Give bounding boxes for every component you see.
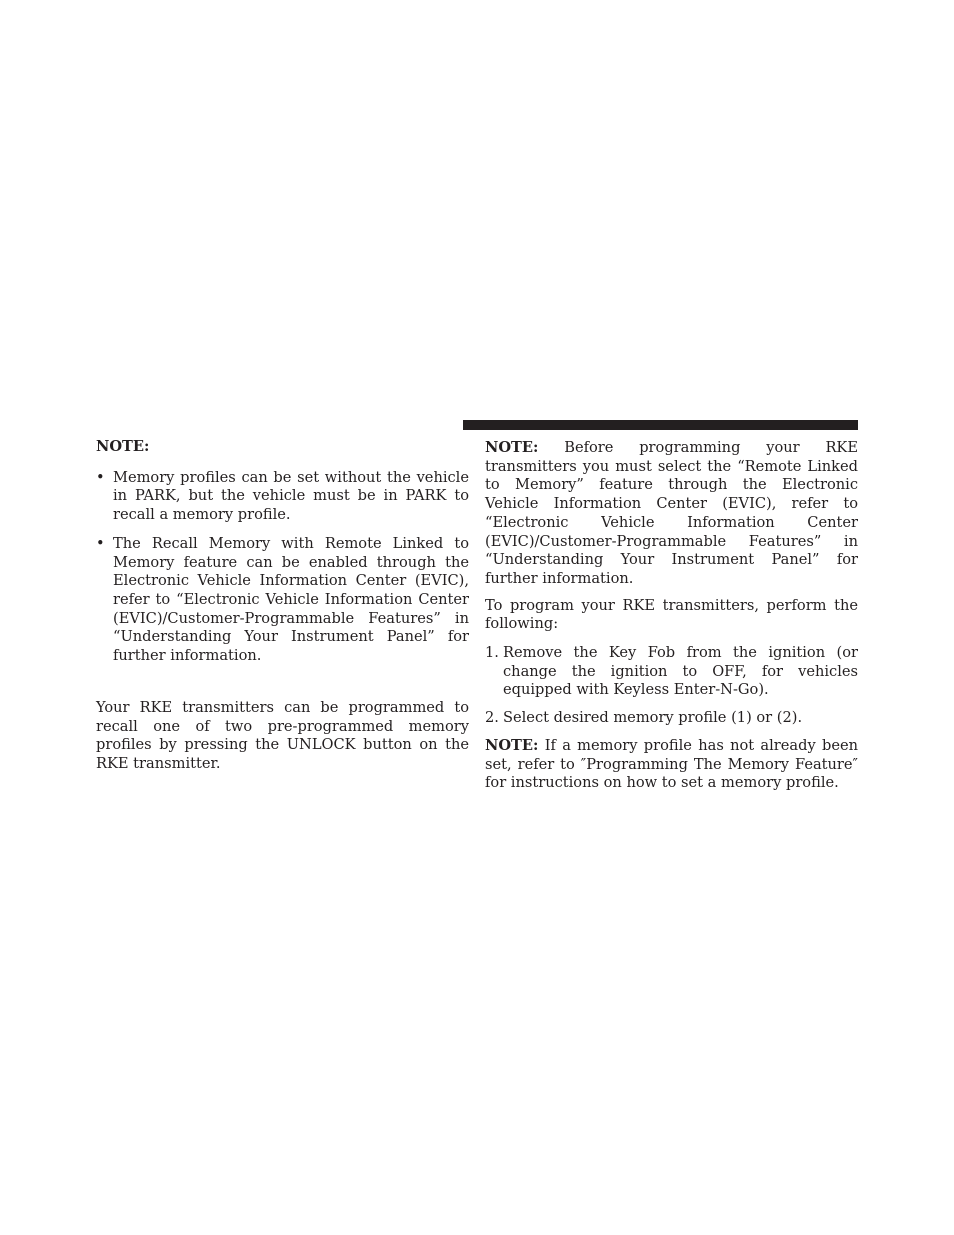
- step-text: Remove the Key Fob from the ignition (or change the ignition to OFF, for vehicles equipped with Keyless Enter-N-Go).: [503, 644, 858, 699]
- step-number: 1.: [485, 644, 499, 662]
- steps-list: [485, 644, 858, 728]
- bullet-text: Memory profiles can be set without the vehicle in PARK, but the vehicle must be in PARK to recall a memory profile.: [113, 468, 469, 524]
- note-bullet-list: [96, 469, 469, 666]
- left-paragraph-block: [96, 699, 469, 774]
- note-paragraph: [485, 737, 858, 793]
- note-heading: NOTE:: [96, 438, 150, 455]
- note-text: Before programming your RKE transmitters you must select the “Remote Linked to Memory” feature through the Electronic Vehicle Information Center (EVIC), refer to “Electronic Vehicle Information Center (EVIC)/Customer-Programmable Features” in “Understanding Your Instrument Panel” for further information.: [485, 439, 858, 587]
- list-item: [96, 535, 469, 666]
- bullet-icon: •: [96, 468, 105, 486]
- note-paragraph: [485, 439, 858, 589]
- note-label: NOTE:: [485, 439, 539, 456]
- note-text: If a memory profile has not already been set, refer to ″Programming The Memory Feature″ for instructions on how to set a memory profile.: [485, 736, 858, 792]
- body-paragraph: Your RKE transmitters can be programmed to recall one of two pre-programmed memory profiles by pressing the UNLOCK button on the RKE transmitter.: [96, 699, 469, 773]
- note-label: NOTE:: [485, 736, 539, 754]
- bullet-text: The Recall Memory with Remote Linked to Memory feature can be enabled through the Electronic Vehicle Information Center (EVIC), refer to “Electronic Vehicle Information Center (EVIC)/Customer-Programmable Features” in “Understanding Your Instrument Panel” for further information.: [113, 534, 469, 665]
- step-text: Select desired memory profile (1) or (2).: [503, 709, 803, 727]
- list-item: [96, 469, 469, 525]
- step-item: [485, 644, 858, 700]
- intro-paragraph: To program your RKE transmitters, perform the following:: [485, 596, 858, 633]
- right-column: [485, 439, 858, 793]
- left-column: [96, 438, 469, 676]
- step-item: [485, 709, 858, 728]
- step-number: 2.: [485, 709, 499, 727]
- section-header-bar: [463, 420, 858, 430]
- bullet-icon: •: [96, 534, 105, 552]
